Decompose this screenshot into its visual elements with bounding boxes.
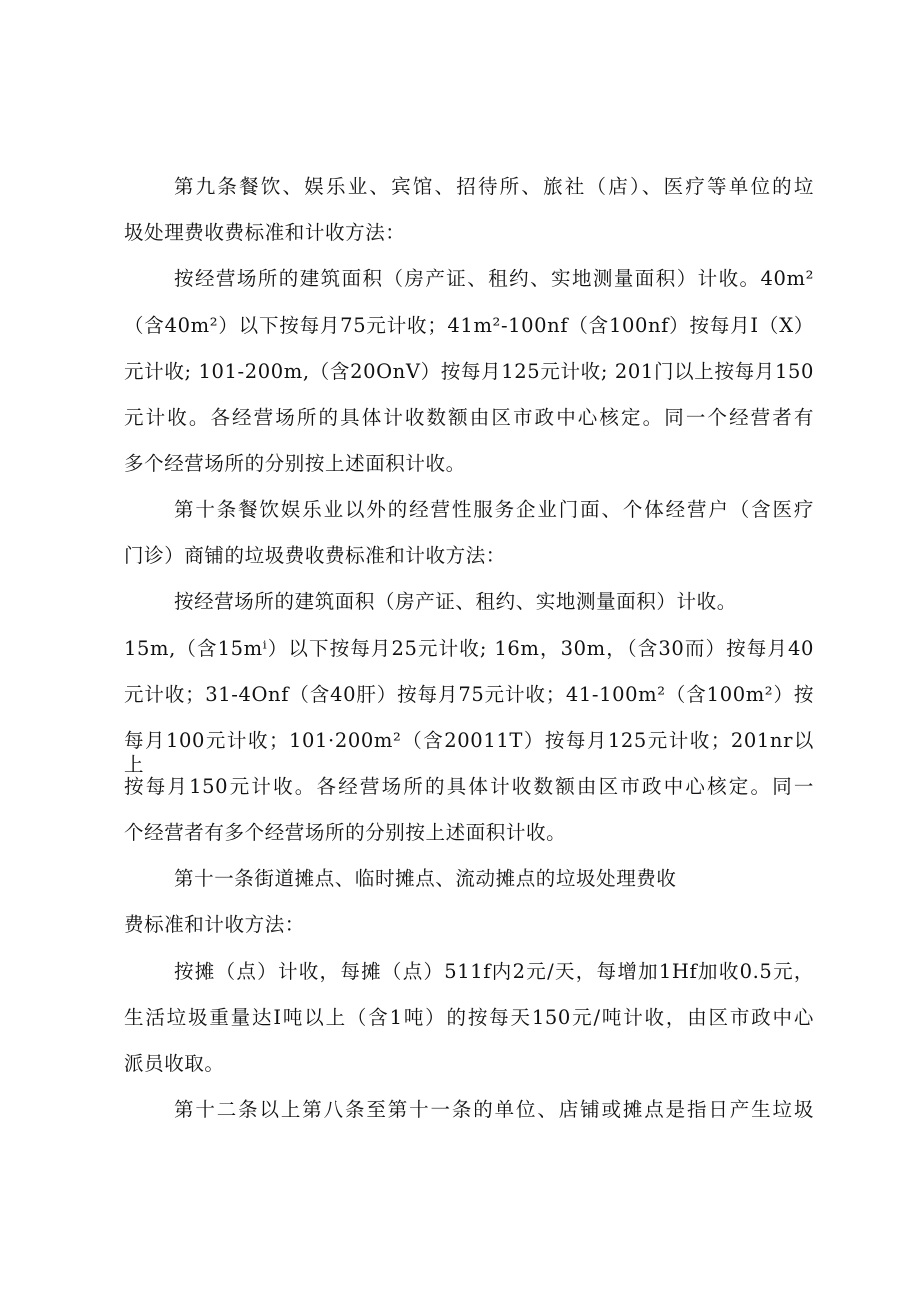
article-11-body-line: 生活垃圾重量达I吨以上（含1吨）的按每天150元/吨计收，由区市政中心 (124, 1006, 814, 1029)
article-9-body-line: 多个经营场所的分别按上述面积计收。 (124, 452, 466, 475)
article-10-body-line: 个经营者有多个经营场所的分别按上述面积计收。 (124, 821, 567, 844)
article-11-heading: 第十一条街道摊点、临时摊点、流动摊点的垃圾处理费收 (174, 867, 677, 890)
article-10-body-line: 按经营场所的建筑面积（房产证、租约、实地测量面积）计收。 (174, 590, 737, 613)
article-9-body-line: （含40m²）以下按每月75元计收；41m²-100nf（含100nf）按每月I（X） (124, 314, 814, 337)
article-12-heading: 第十二条以上第八条至第十一条的单位、店铺或摊点是指日产生垃圾 (174, 1098, 814, 1121)
article-10-body-line: 每月100元计收；101·200m²（含20011T）按每月125元计收；201nr以上 (124, 729, 814, 776)
article-10-heading-cont: 门诊）商铺的垃圾费收费标准和计收方法： (124, 544, 506, 567)
article-9-body-line: 按经营场所的建筑面积（房产证、租约、实地测量面积）计收。40m² (174, 267, 814, 290)
article-10-body-line: 15m,（含15mⁱ）以下按每月25元计收; 16m，30m，（含30而）按每月40 (124, 637, 814, 660)
article-11-heading-cont: 费标准和计收方法： (124, 913, 305, 936)
article-9-heading-cont: 圾处理费收费标准和计收方法： (124, 221, 406, 244)
article-9-body-line: 元计收。各经营场所的具体计收数额由区市政中心核定。同一个经营者有 (124, 406, 814, 429)
article-10-heading: 第十条餐饮娱乐业以外的经营性服务企业门面、个体经营户（含医疗 (174, 498, 814, 521)
article-10-body-line: 元计收；31-4Onf（含40肝）按每月75元计收；41-100m²（含100m²）按 (124, 683, 814, 706)
article-11-body-line: 按摊（点）计收，每摊（点）511f内2元/天，每增加1Hf加收0.5元， (174, 960, 814, 983)
article-9-heading: 第九条餐饮、娱乐业、宾馆、招待所、旅社（店）、医疗等单位的垃 (174, 175, 814, 198)
article-11-body-line: 派员收取。 (124, 1052, 225, 1075)
article-10-body-line: 按每月150元计收。各经营场所的具体计收数额由区市政中心核定。同一 (124, 775, 814, 798)
article-9-body-line: 元计收; 101-200m,（含20OnV）按每月125元计收; 201门以上按每月150 (124, 360, 814, 383)
